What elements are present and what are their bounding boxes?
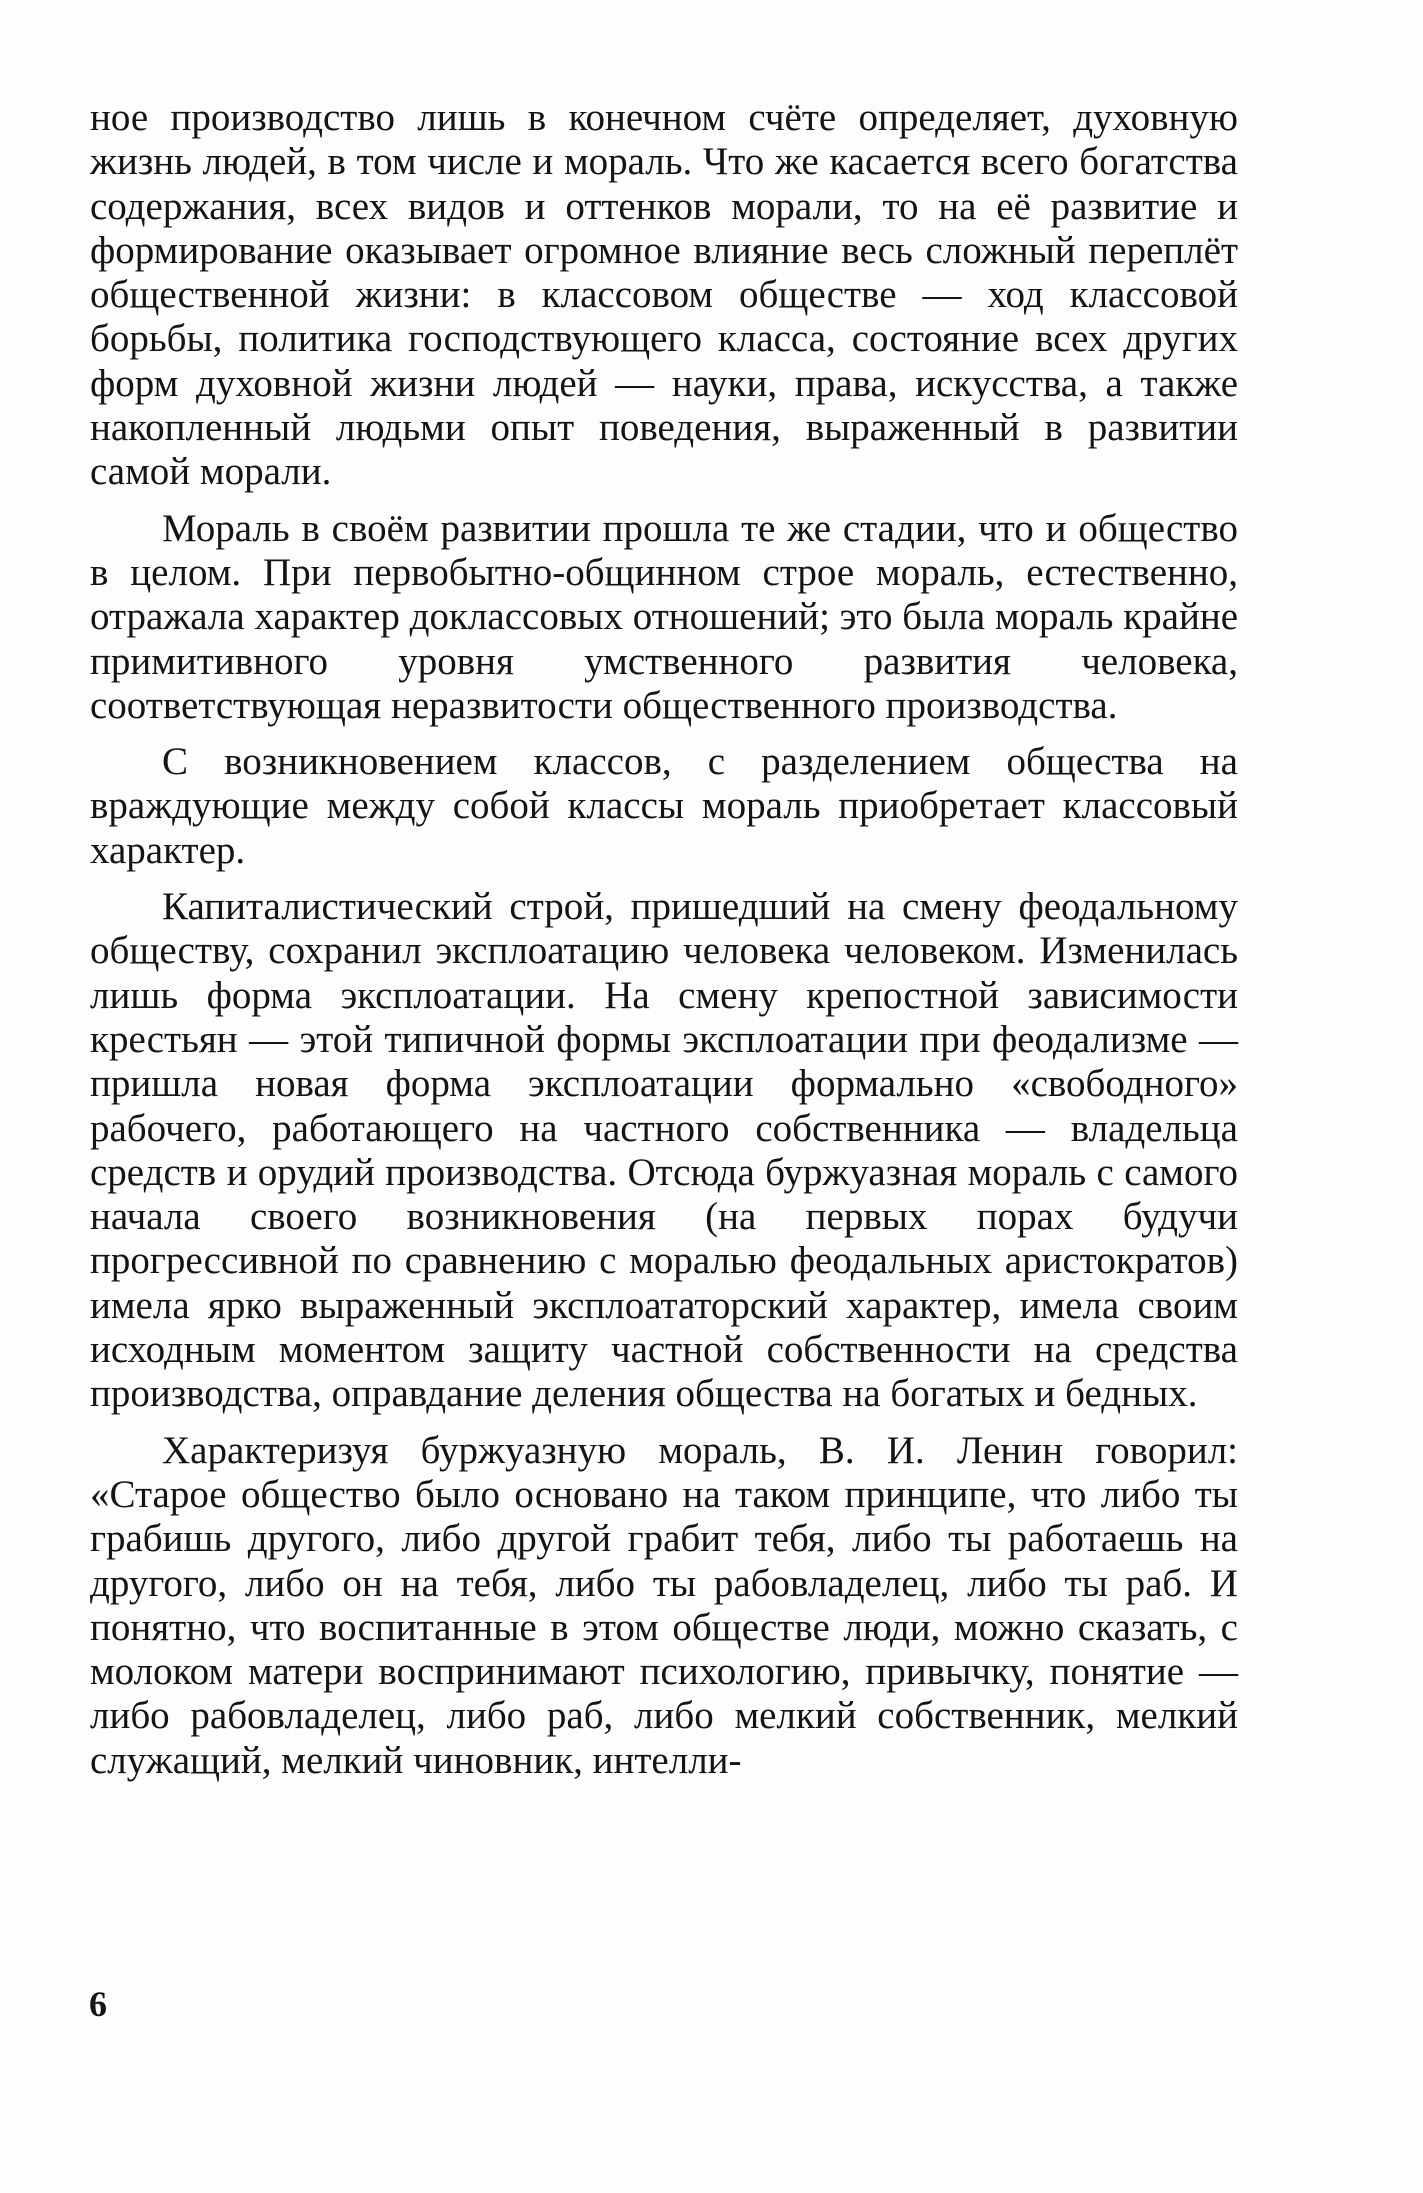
page-number: 6 [89, 1984, 107, 2024]
paragraph-3: С возникновением классов, с разделением общества на враждующие между собой классы мораль приобретает классовый характер. [90, 740, 1238, 872]
paragraph-4: Капиталистический строй, пришедший на смену феодальному обществу, сохранил эксплоатацию человека человеком. Изменилась лишь форма эксплоатации. На смену крепостной зависимости крестьян — этой типичной формы эксплоатации при феодализме — пришла новая форма эксплоатации формально «свободного» рабочего, работающего на частного собственника — владельца средств и орудий производства. Отсюда буржуазная мораль с самого начала своего возникновения (на первых порах будучи прогрессивной по сравнению с моралью феодальных аристократов) имела ярко выраженный эксплоататорский характер, имела своим исходным моментом защиту частной собственности на средства производства, оправдание деления общества на богатых и бедных. [90, 885, 1238, 1416]
paragraph-2: Мораль в своём развитии прошла те же стадии, что и общество в целом. При первобытно-общинном строе мораль, естественно, отражала характер доклассовых отношений; это была мораль крайне примитивного уровня умственного развития человека, соответствующая неразвитости общественного производства. [90, 506, 1238, 727]
paragraph-1: ное производство лишь в конечном счёте определяет, духовную жизнь людей, в том числе и мораль. Что же касается всего богатства содержания, всех видов и оттенков морали, то на её развитие и формирование оказывает огромное влияние весь сложный переплёт общественной жизни: в классовом обществе — ход классовой борьбы, политика господствующего класса, состояние всех других форм духовной жизни людей — науки, права, искусства, а также накопленный людьми опыт поведения, выраженный в развитии самой морали. [90, 96, 1238, 494]
body-text [90, 96, 1238, 1783]
paragraph-5: Характеризуя буржуазную мораль, В. И. Ленин говорил: «Старое общество было основано на таком принципе, что либо ты грабишь другого, либо другой грабит тебя, либо ты работаешь на другого, либо он на тебя, либо ты рабовладелец, либо ты раб. И понятно, что воспитанные в этом обществе люди, можно сказать, с молоком матери воспринимают психологию, привычку, понятие — либо рабовладелец, либо раб, либо мелкий собственник, мелкий служащий, мелкий чиновник, интелли- [90, 1428, 1238, 1782]
